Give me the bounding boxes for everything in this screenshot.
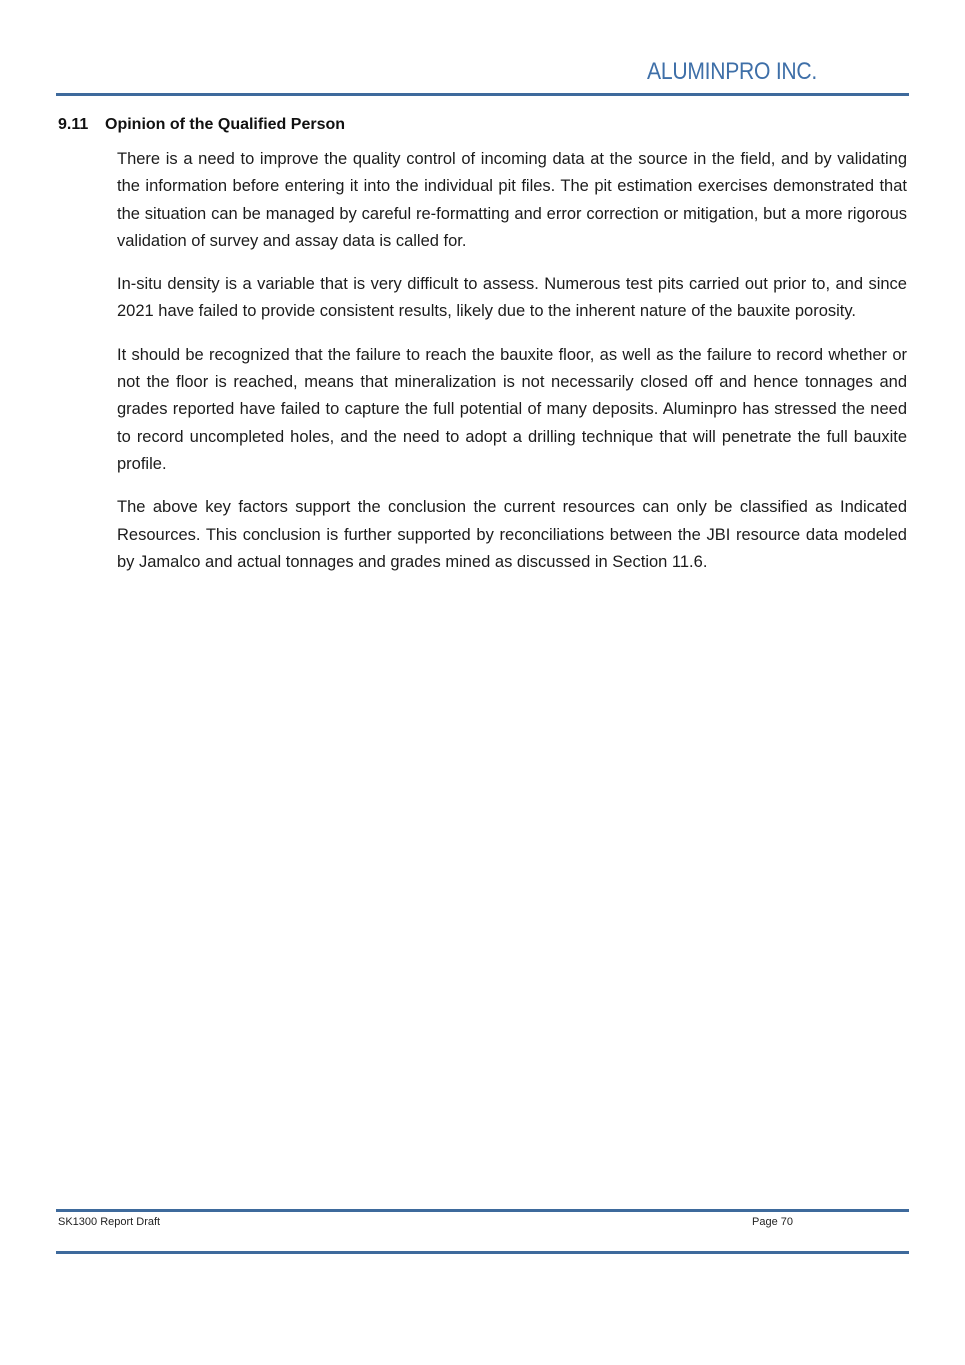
footer-document-name: SK1300 Report Draft — [58, 1216, 161, 1228]
footer-page-number: Page 70 — [752, 1216, 793, 1228]
body-text — [117, 146, 907, 592]
paragraph: In-situ density is a variable that is very difficult to assess. Numerous test pits carried out prior to, and since 2021 have failed to provide consistent results, likely due to the inherent nature of the bauxite porosity. — [117, 275, 907, 321]
paragraph: There is a need to improve the quality control of incoming data at the source in the field, and by validating the information before entering it into the individual pit files. The pit estimation exercises demonstrated that the situation can be managed by careful re-formatting and error correction or mitigation, but a more rigorous validation of survey and assay data is called for. — [117, 150, 907, 250]
company-header: ALUMINPRO INC. — [647, 58, 817, 85]
section-heading — [58, 116, 345, 134]
section-number: 9.11 — [58, 116, 89, 133]
paragraph: It should be recognized that the failure to reach the bauxite floor, as well as the failure to record whether or not the floor is reached, means that mineralization is not necessarily closed off and hence tonnages and grades reported have failed to capture the full potential of many deposits. Aluminpro has stressed the need to record uncompleted holes, and the need to adopt a drilling technique that will penetrate the full bauxite profile. — [117, 345, 907, 473]
section-title: Opinion of the Qualified Person — [105, 116, 346, 133]
paragraph: The above key factors support the conclusion the current resources can only be classified as Indicated Resources. This conclusion is further supported by reconciliations between the JBI resource data modeled by Jamalco and actual tonnages and grades mined as discussed in Section 11.6. — [117, 498, 907, 571]
footer-divider-top — [56, 1209, 909, 1212]
header-divider — [56, 93, 909, 96]
footer-divider-bottom — [56, 1251, 909, 1254]
